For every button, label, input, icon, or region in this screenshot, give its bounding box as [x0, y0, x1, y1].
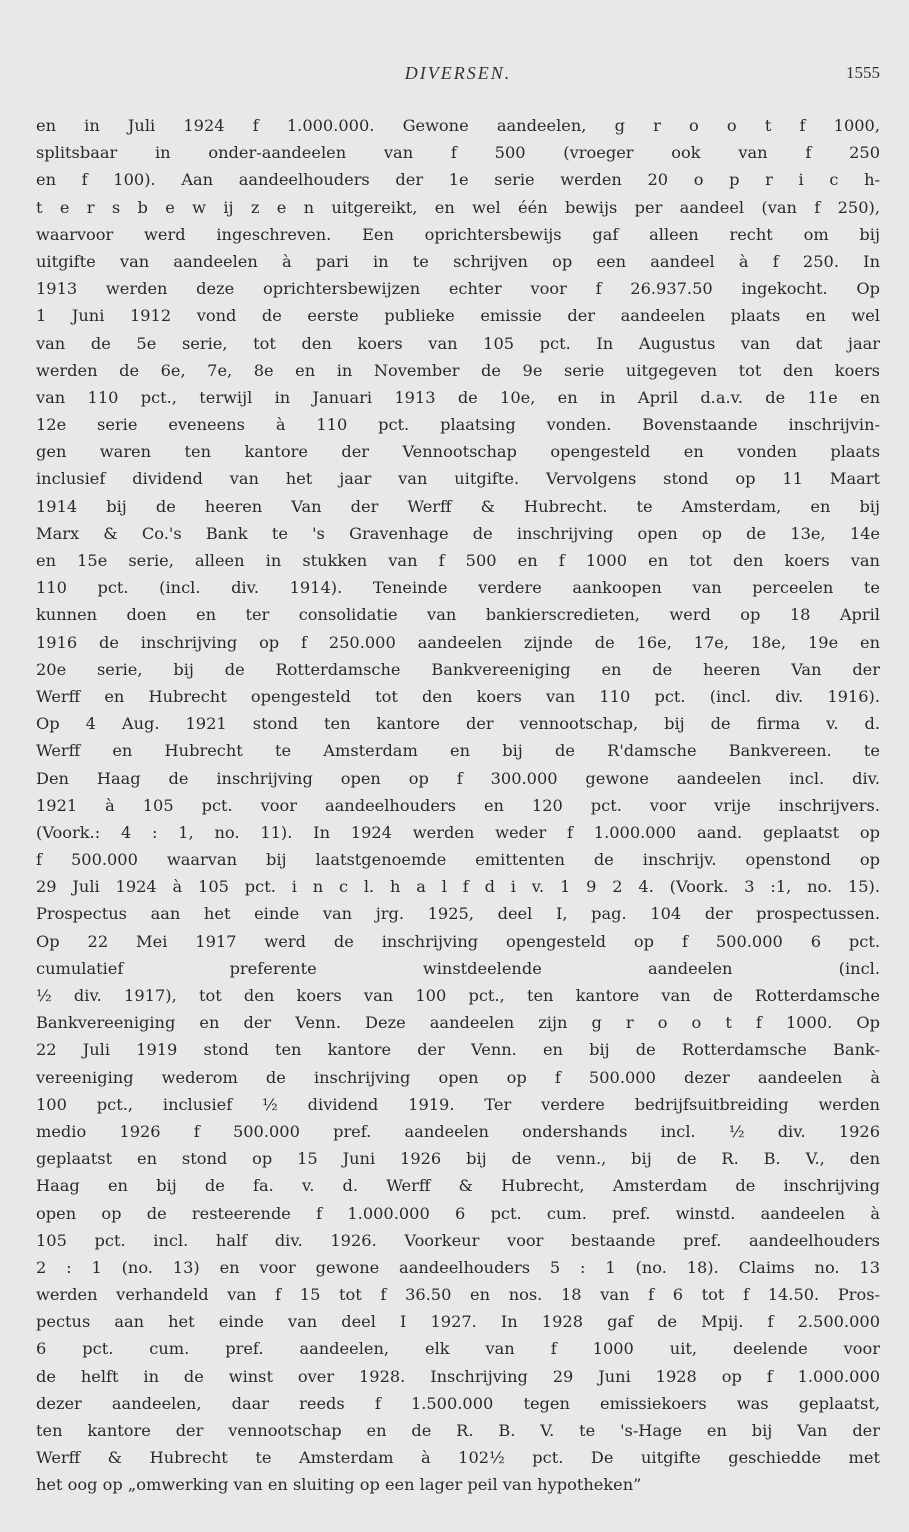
text-line: Werff en Hubrecht opengesteld tot den koers van 110 pct. (incl. div. 1916). — [36, 686, 880, 706]
text-line: Op 4 Aug. 1921 stond ten kantore der vennootschap, bij de firma v. d. — [36, 714, 880, 734]
text-line: waarvoor werd ingeschreven. Een oprichtersbewijs gaf alleen recht om bij — [36, 224, 880, 244]
text-line: werden de 6e, 7e, 8e en in November de 9e serie uitgegeven tot den koers — [36, 360, 880, 380]
text-line: Werff & Hubrecht te Amsterdam à 102½ pct. De uitgifte geschiedde met — [36, 1448, 880, 1468]
text-line: pectus aan het einde van deel I 1927. In 1928 gaf de Mpij. f 2.500.000 — [36, 1312, 880, 1332]
text-line: 1914 bij de heeren Van der Werff & Hubrecht. te Amsterdam, en bij — [36, 496, 880, 516]
body-text — [36, 112, 880, 1499]
text-line: het oog op „omwerking van en sluiting op een lager peil van hypotheken” — [36, 1475, 642, 1495]
text-line: Marx & Co.'s Bank te 's Gravenhage de inschrijving open op de 13e, 14e — [36, 523, 880, 543]
text-line: (Voork.: 4 : 1, no. 11). In 1924 werden weder f 1.000.000 aand. geplaatst op — [36, 822, 880, 842]
text-line: Prospectus aan het einde van jrg. 1925, deel I, pag. 104 der prospectussen. — [36, 904, 880, 924]
text-line: Op 22 Mei 1917 werd de inschrijving opengesteld op f 500.000 6 pct. — [36, 931, 880, 951]
text-line: 1 Juni 1912 vond de eerste publieke emissie der aandeelen plaats en wel — [36, 306, 880, 326]
text-line: 105 pct. incl. half div. 1926. Voorkeur voor bestaande pref. aandeelhouders — [36, 1230, 880, 1250]
text-line: 12e serie eveneens à 110 pct. plaatsing vonden. Bovenstaande inschrijvin- — [36, 415, 880, 435]
text-line: werden verhandeld van f 15 tot f 36.50 en nos. 18 van f 6 tot f 14.50. Pros- — [36, 1285, 880, 1305]
text-line: open op de resteerende f 1.000.000 6 pct. cum. pref. winstd. aandeelen à — [36, 1203, 880, 1223]
text-line: medio 1926 f 500.000 pref. aandeelen ondershands incl. ½ div. 1926 — [36, 1121, 880, 1141]
text-line: uitgifte van aandeelen à pari in te schrijven op een aandeel à f 250. In — [36, 251, 880, 271]
text-line: Werff en Hubrecht te Amsterdam en bij de R'damsche Bankvereen. te — [36, 741, 880, 761]
text-line: t e r s b e w ij z e n uitgereikt, en wel één bewijs per aandeel (van f 250), — [36, 197, 880, 217]
text-line: 110 pct. (incl. div. 1914). Teneinde verdere aankoopen van perceelen te — [36, 578, 880, 598]
text-line: 1913 werden deze oprichtersbewijzen echter voor f 26.937.50 ingekocht. Op — [36, 279, 880, 299]
text-line: kunnen doen en ter consolidatie van bankierscredieten, werd op 18 April — [36, 605, 880, 625]
text-line: f 500.000 waarvan bij laatstgenoemde emittenten de inschrijv. openstond op — [36, 850, 880, 870]
text-line: splitsbaar in onder-aandeelen van f 500 (vroeger ook van f 250 — [36, 143, 880, 163]
text-line: 29 Juli 1924 à 105 pct. i n c l. h a l f d i v. 1 9 2 4. (Voork. 3 :1, no. 15). — [36, 877, 880, 897]
text-line: de helft in de winst over 1928. Inschrijving 29 Juni 1928 op f 1.000.000 — [36, 1366, 880, 1386]
text-line: dezer aandeelen, daar reeds f 1.500.000 tegen emissiekoers was geplaatst, — [36, 1393, 880, 1413]
text-line: 20e serie, bij de Rotterdamsche Bankvereeniging en de heeren Van der — [36, 659, 880, 679]
text-line: cumulatief preferente winstdeelende aandeelen (incl. — [36, 958, 880, 978]
text-line: Bankvereeniging en der Venn. Deze aandeelen zijn g r o o t f 1000. Op — [36, 1013, 880, 1033]
text-line: ½ div. 1917), tot den koers van 100 pct., ten kantore van de Rotterdamsche — [36, 986, 880, 1005]
text-line: ten kantore der vennootschap en de R. B. V. te 's-Hage en bij Van der — [36, 1421, 880, 1440]
text-line: 100 pct., inclusief ½ dividend 1919. Ter verdere bedrijfsuitbreiding werden — [36, 1094, 880, 1114]
text-line: Haag en bij de fa. v. d. Werff & Hubrecht, Amsterdam de inschrijving — [36, 1176, 880, 1196]
text-line: van de 5e serie, tot den koers van 105 pct. In Augustus van dat jaar — [36, 333, 880, 353]
text-line: en f 100). Aan aandeelhouders der 1e serie werden 20 o p r i c h- — [36, 170, 880, 190]
text-line: Den Haag de inschrijving open op f 300.000 gewone aandeelen incl. div. — [36, 768, 880, 788]
text-line: 22 Juli 1919 stond ten kantore der Venn. en bij de Rotterdamsche Bank- — [36, 1040, 880, 1060]
text-line: 1921 à 105 pct. voor aandeelhouders en 120 pct. voor vrije inschrijvers. — [36, 795, 880, 815]
text-line: 6 pct. cum. pref. aandeelen, elk van f 1000 uit, deelende voor — [36, 1339, 880, 1359]
running-title: DIVERSEN. — [404, 63, 512, 83]
text-line: van 110 pct., terwijl in Januari 1913 de 10e, en in April d.a.v. de 11e en — [36, 387, 880, 407]
text-line: vereeniging wederom de inschrijving open op f 500.000 dezer aandeelen à — [36, 1067, 880, 1087]
text-line: gen waren ten kantore der Vennootschap opengesteld en vonden plaats — [36, 442, 880, 462]
running-head — [36, 63, 880, 87]
text-line: 1916 de inschrijving op f 250.000 aandeelen zijnde de 16e, 17e, 18e, 19e en — [36, 632, 880, 652]
page-number: 1555 — [846, 63, 880, 82]
text-line: 2 : 1 (no. 13) en voor gewone aandeelhouders 5 : 1 (no. 18). Claims no. 13 — [36, 1257, 880, 1277]
text-line: geplaatst en stond op 15 Juni 1926 bij de venn., bij de R. B. V., den — [36, 1149, 880, 1169]
text-line: en in Juli 1924 f 1.000.000. Gewone aandeelen, g r o o t f 1000, — [36, 116, 880, 135]
text-line: inclusief dividend van het jaar van uitgifte. Vervolgens stond op 11 Maart — [36, 469, 880, 489]
text-line: en 15e serie, alleen in stukken van f 500 en f 1000 en tot den koers van — [36, 551, 880, 570]
